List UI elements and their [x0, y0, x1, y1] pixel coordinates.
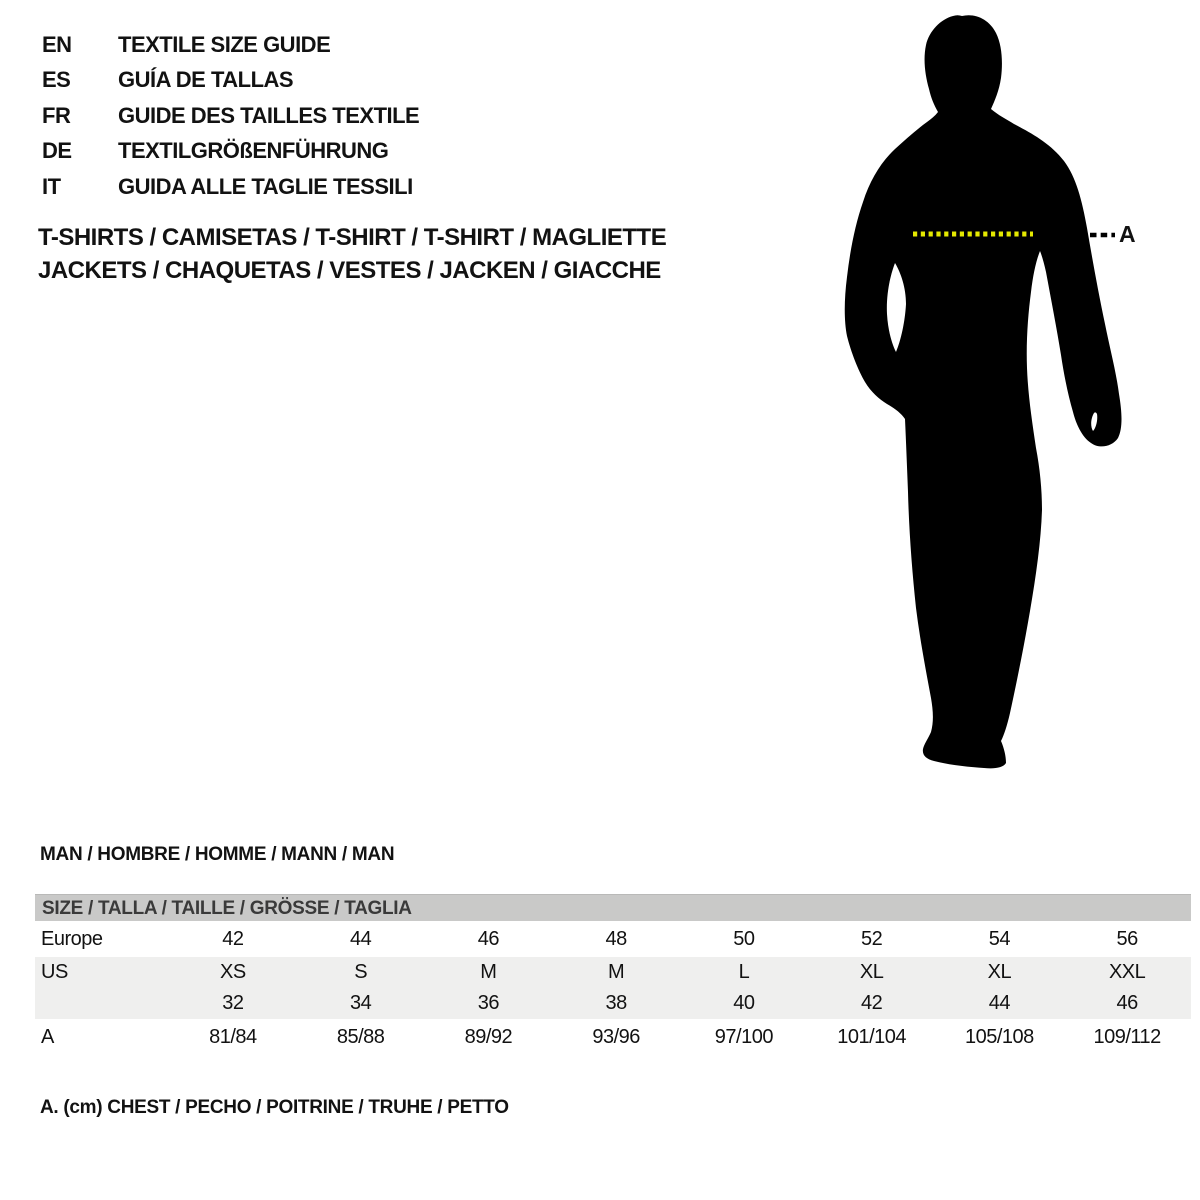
silhouette-body	[845, 15, 1122, 768]
cell: 54	[988, 927, 1010, 950]
category-block	[38, 221, 666, 287]
cell: 46	[1116, 992, 1138, 1014]
cell: 56	[1116, 927, 1138, 950]
cell: 46	[477, 927, 499, 950]
lang-row-fr	[42, 98, 419, 134]
section-title-man: MAN / HOMBRE / HOMME / MANN / MAN	[40, 844, 395, 865]
cell: L	[738, 961, 750, 983]
cell: 44	[988, 992, 1010, 1014]
language-list	[42, 27, 419, 205]
lang-row-es	[42, 63, 419, 99]
category-line-tshirts: T-SHIRTS / CAMISETAS / T-SHIRT / T-SHIRT / MAGLIETTE	[38, 224, 667, 251]
cell: 48	[605, 927, 627, 950]
cell: 93/96	[592, 1025, 640, 1048]
category-line-jackets: JACKETS / CHAQUETAS / VESTES / JACKEN / GIACCHE	[38, 257, 661, 284]
cell: 97/100	[714, 1025, 773, 1048]
cell: 38	[605, 992, 627, 1014]
cell: 44	[350, 927, 372, 950]
man-silhouette	[835, 0, 1155, 800]
cell: 105/108	[964, 1025, 1034, 1048]
row-label: US	[41, 961, 68, 983]
cell: 34	[350, 992, 372, 1014]
cell: 42	[222, 927, 244, 950]
lang-row-de	[42, 134, 419, 170]
cell: S	[354, 961, 368, 983]
row-label: Europe	[41, 927, 103, 950]
table-row-chest-a	[35, 1019, 1191, 1055]
lang-row-en	[42, 27, 419, 63]
table-row-europe	[35, 921, 1191, 957]
lang-row-it	[42, 169, 419, 205]
cell: M	[608, 961, 625, 983]
lang-label: GUÍA DE TALLAS	[118, 67, 294, 93]
cell: XL	[987, 961, 1012, 983]
cell: 42	[861, 992, 883, 1014]
lang-label: TEXTILE SIZE GUIDE	[118, 31, 331, 57]
lang-code: IT	[42, 173, 61, 199]
cell: 52	[861, 927, 883, 950]
cell: 81/84	[209, 1025, 257, 1048]
lang-code: EN	[42, 31, 72, 57]
cell: XS	[220, 961, 246, 983]
cell: 32	[222, 992, 244, 1014]
cell: 101/104	[837, 1025, 907, 1048]
lang-code: ES	[42, 67, 71, 93]
size-table-header: SIZE / TALLA / TAILLE / GRÖSSE / TAGLIA	[35, 894, 1191, 921]
cell: 89/92	[464, 1025, 513, 1048]
size-table	[35, 894, 1191, 1055]
lang-label: GUIDE DES TAILLES TEXTILE	[118, 102, 420, 128]
measurement-footnote: A. (cm) CHEST / PECHO / POITRINE / TRUHE / PETTO	[40, 1097, 509, 1118]
lang-code: FR	[42, 102, 71, 128]
lang-label: TEXTILGRÖßENFÜHRUNG	[118, 138, 389, 164]
measure-label-a: A	[1119, 221, 1136, 247]
cell: 109/112	[1093, 1025, 1161, 1048]
lang-code: DE	[42, 138, 72, 164]
cell: 40	[733, 992, 755, 1014]
cell: XL	[859, 961, 884, 983]
lang-label: GUIDA ALLE TAGLIE TESSILI	[118, 173, 413, 199]
cell: XXL	[1108, 961, 1146, 983]
table-row-numeric	[35, 988, 1191, 1019]
cell: M	[480, 961, 497, 983]
row-label: A	[41, 1025, 54, 1048]
cell: 36	[477, 992, 499, 1014]
table-row-us	[35, 957, 1191, 988]
cell: 50	[733, 927, 755, 950]
cell: 85/88	[336, 1025, 385, 1048]
